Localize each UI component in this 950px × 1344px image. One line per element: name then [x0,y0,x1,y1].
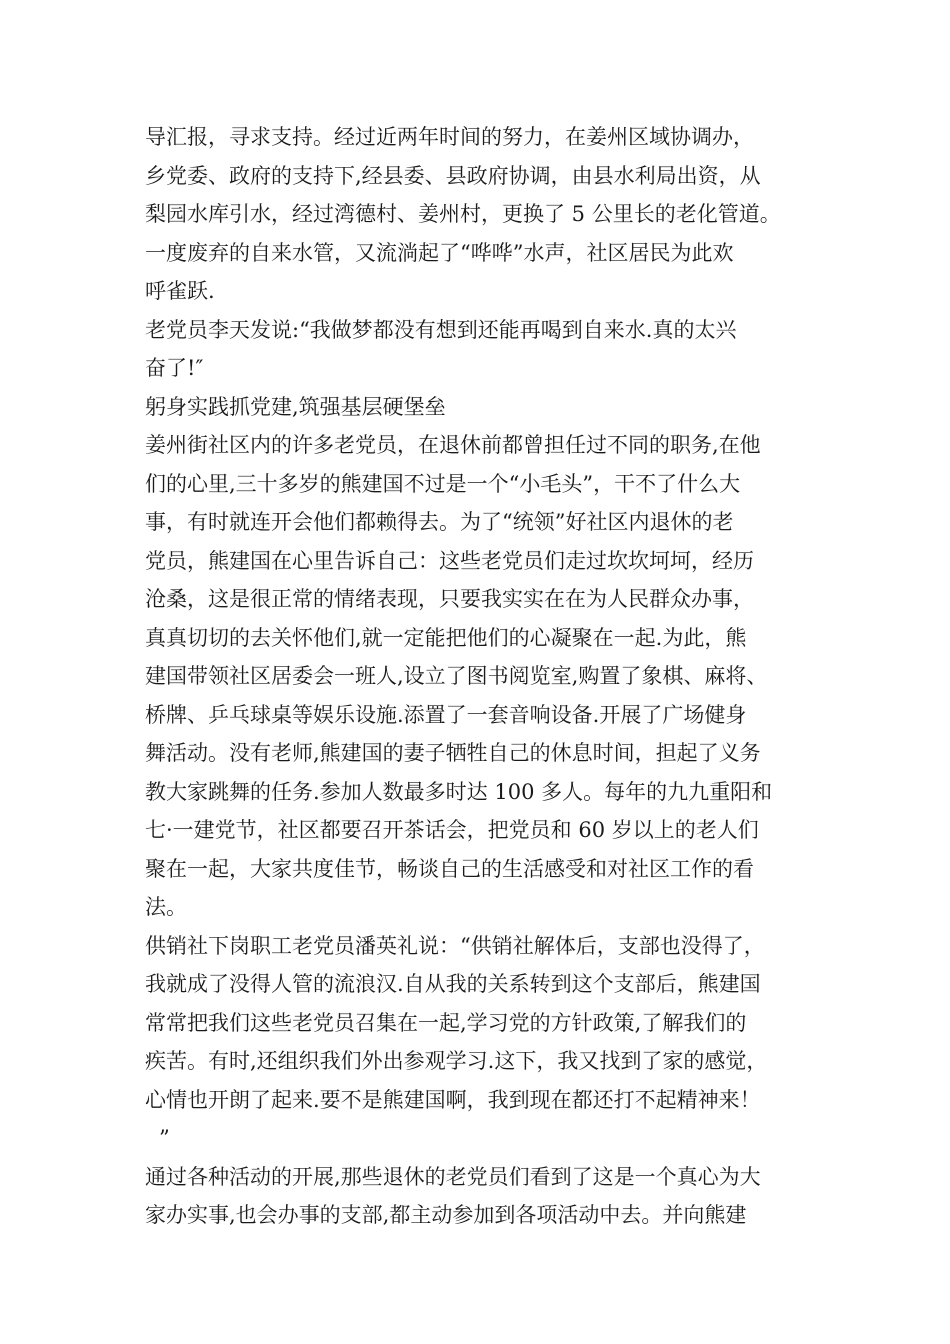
text-line: 疾苦。有时,还组织我们外出参观学习.这下，我又找到了家的感觉， [145,1049,768,1073]
text-line: ” [159,1126,170,1150]
text-line: 真真切切的去关怀他们,就一定能把他们的心凝聚在一起.为此，熊 [145,625,747,650]
text-line: 七·一建党节，社区都要召开茶话会，把党员和 60 岁以上的老人们 [145,818,759,842]
text-line: 法。 [145,895,187,919]
text-line: 事，有时就连开会他们都赖得去。为了“统领”好社区内退休的老 [145,510,734,534]
text-line: 一度废弃的自来水管，又流淌起了“哗哗”水声，社区居民为此欢 [145,240,734,265]
text-line: 姜州街社区内的许多老党员，在退休前都曾担任过不同的职务,在他 [145,433,761,457]
text-line: 常常把我们这些老党员召集在一起,学习党的方针政策,了解我们的 [145,1010,747,1035]
text-line: 桥牌、乒乓球桌等娱乐设施.添置了一套音响设备.开展了广场健身 [145,702,747,727]
text-line: 通过各种活动的开展,那些退休的老党员们看到了这是一个真心为大 [145,1164,761,1189]
text-line: 我就成了没得人管的流浪汉.自从我的关系转到这个支部后，熊建国 [145,972,761,996]
text-line: 梨园水库引水，经过湾德村、姜州村，更换了 5 公里长的老化管道。 [145,202,781,226]
text-line: 舞活动。没有老师,熊建国的妻子牺牲自己的休息时间，担起了义务 [145,741,761,765]
text-line: 们的心里,三十多岁的熊建国不过是一个“小毛头”，干不了什么大 [145,471,741,496]
text-line: 奋了!″ [145,356,204,380]
text-line: 建国带领社区居委会一班人,设立了图书阅览室,购置了象棋、麻将、 [145,664,768,688]
text-line: 家办实事,也会办事的支部,都主动参加到各项活动中去。并向熊建 [145,1203,747,1227]
text-line: 供销社下岗职工老党员潘英礼说：“供销社解体后，支部也没得了， [145,933,765,958]
section-heading: 躬身实践抓党建,筑强基层硬堡垒 [145,394,446,419]
text-line: 乡党委、政府的支持下,经县委、县政府协调，由县水利局出资，从 [145,163,761,188]
text-line: 沧桑，这是很正常的情绪表现，只要我实实在在为人民群众办事， [145,587,754,611]
text-line: 心情也开朗了起来.要不是熊建国啊，我到现在都还打不起精神来！ [145,1087,761,1112]
text-line: 老党员李天发说:“我做梦都没有想到还能再喝到自来水.真的太兴 [145,317,737,342]
text-line: 党员，熊建国在心里告诉自己：这些老党员们走过坎坎坷坷，经历 [145,548,754,573]
text-line: 聚在一起，大家共度佳节，畅谈自己的生活感受和对社区工作的看 [145,856,754,881]
text-line: 呼雀跃. [145,279,215,303]
text-line: 教大家跳舞的任务.参加人数最多时达 100 多人。每年的九九重阳和 [145,779,773,804]
text-line: 导汇报，寻求支持。经过近两年时间的努力，在姜州区域协调办， [145,125,754,149]
document-body [145,118,825,1235]
